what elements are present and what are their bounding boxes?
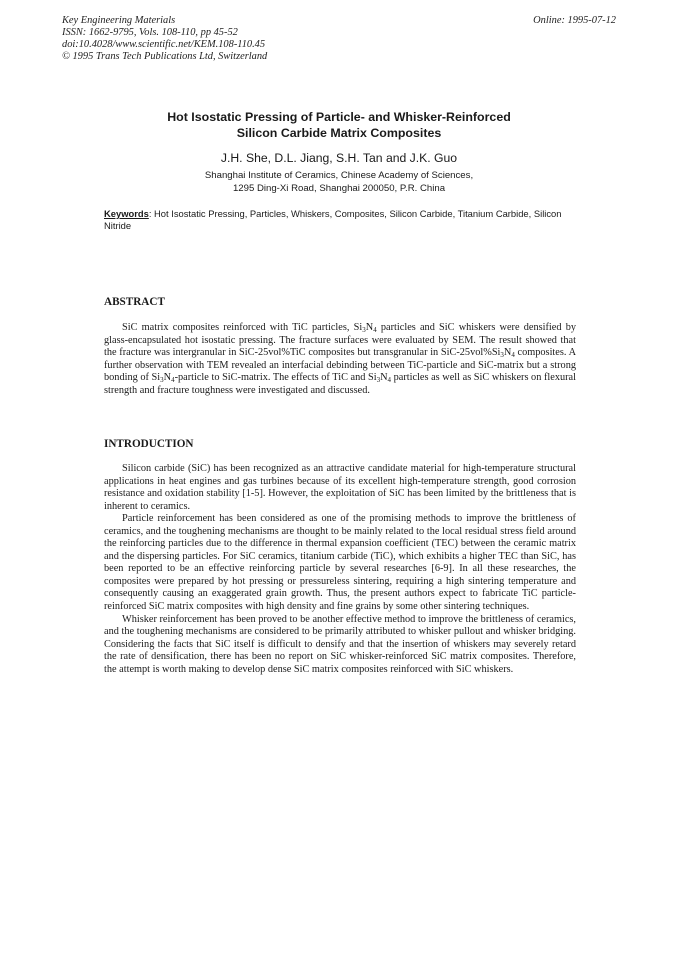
online-date: Online: 1995-07-12 (533, 15, 616, 26)
intro-paragraph-3: Whisker reinforcement has been proved to be another effective method to improve the brittleness of ceramics, and the toughening mechanisms are considered to be primarily attributed to whisker pullout and whisker bridging. Considering the facts that SiC itself is difficult to densify and that the insertion of whiskers may severely retard the rate of densification, there has been no report on SiC whisker-reinforced SiC matrix composites. Therefore, the attempt is worth making to develop dense SiC matrix composites reinforced with SiC whiskers. (104, 613, 576, 675)
title-line-1: Hot Isostatic Pressing of Particle- and Whisker-Reinforced (167, 110, 511, 124)
keywords-text: Hot Isostatic Pressing, Particles, Whiskers, Composites, Silicon Carbide, Titanium Carbide, Silicon Nitride (104, 208, 562, 231)
title-line-2: Silicon Carbide Matrix Composites (236, 126, 442, 140)
introduction-body (104, 463, 576, 676)
intro-paragraph-2: Particle reinforcement has been considered as one of the promising methods to improve the brittleness of ceramics, and the toughening mechanisms are thought to be mainly related to the local residual stress field around the reinforcing particles due to the difference in thermal expansion coefficient (TEC) between the ceramic matrix and the dispersing particles. For SiC ceramics, titanium carbide (TiC), which exhibits a higher TEC than SiC, has been reported to be an effective reinforcing particle by several researches [6-9]. In all these researches, the composites were prepared by hot pressing or pressureless sintering, requiring a high sintering temperature and consequently causing an exaggerated grain growth. Thus, the present authors expect to fabricate TiC particle-reinforced SiC matrix composites with high density and fine grains by some other sintering techniques. (104, 513, 576, 613)
copyright-line: © 1995 Trans Tech Publications Ltd, Switzerland (62, 51, 268, 62)
abstract-body: SiC matrix composites reinforced with TiC particles, $Si_3N_4$ particles and SiC whiskers were densified by glass-encapsulated hot isostatic pressing. The fracture surfaces were evaluated by SEM. The result showed that the fracture was intergranular in SiC-25vol%TiC composites but transgranular in SiC-$25vol\%Si_3N_4$ composites. A further observation with TEM revealed an interfacial debinding between TiC-particle and SiC-matrix but a strong bonding of $Si_3N_4$-particle to SiC-matrix. The effects of TiC and $Si_3N_4$ particles as well as SiC whiskers on flexural strength and fracture toughness were investigated and discussed. (104, 322, 576, 396)
page-header (62, 15, 616, 63)
doi-line: doi:10.4028/www.scientific.net/KEM.108-110.45 (62, 39, 266, 50)
intro-paragraph-1: Silicon carbide (SiC) has been recognized as an attractive candidate material for high-temperature structural applications in heat engines and gas turbines because of its excellent high-temperature strength, good corrosion resistance and oxidation stability [1-5]. However, the exploitation of SiC has been limited by the brittleness that is inherent to ceramics. (104, 463, 576, 512)
keywords: Keywords: Hot Isostatic Pressing, Particles, Whiskers, Composites, Silicon Carbide, Titanium Carbide, Silicon Nitride (104, 208, 562, 231)
abstract-heading: ABSTRACT (104, 296, 165, 308)
journal-name: Key Engineering Materials (62, 15, 176, 26)
affiliation-line-1: Shanghai Institute of Ceramics, Chinese Academy of Sciences, (204, 170, 474, 181)
affiliation-line-2: 1295 Ding-Xi Road, Shanghai 200050, P.R. China (232, 182, 446, 194)
paper-title (0, 109, 678, 141)
affiliation (0, 170, 678, 195)
introduction-heading: INTRODUCTION (104, 438, 194, 450)
authors: J.H. She, D.L. Jiang, S.H. Tan and J.K. Guo (220, 151, 458, 165)
issn-line: ISSN: 1662-9795, Vols. 108-110, pp 45-52 (62, 27, 238, 38)
keywords-label: Keywords (104, 208, 149, 219)
